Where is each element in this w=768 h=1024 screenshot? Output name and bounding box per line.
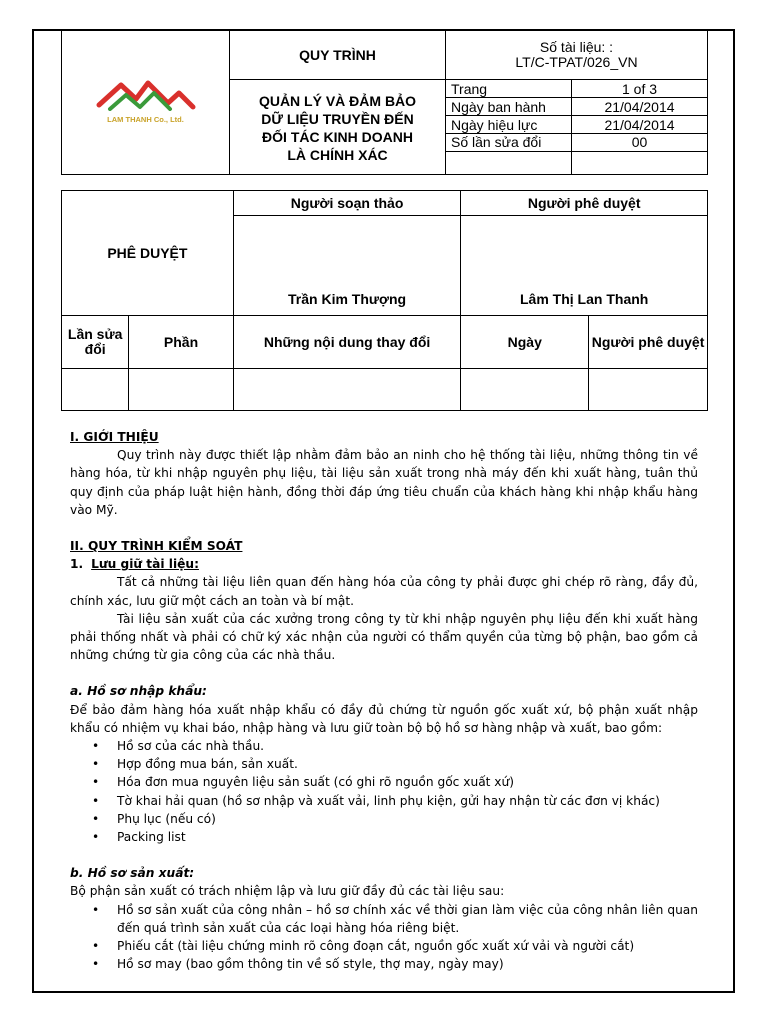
numbered-heading [70,555,698,573]
doc-number-cell [446,30,708,80]
doc-title-line: QUẢN LÝ VÀ ĐẢM BẢO [258,93,417,109]
item-number: 1. [70,557,84,572]
list-item: • Hồ sơ may (bao gồm thông tin về số style, thợ may, ngày may) [70,955,698,973]
list-item: • Packing list [70,828,698,846]
paragraph: Quy trình này được thiết lập nhằm đảm bảo an ninh cho hệ thống tài liệu, những thông tin về hàng hóa, từ khi nhập nguyên phụ liệu, tài liệu sản xuất trong nhà máy đến khi xuất hàng, tuân thủ quy định của pháp luật hiện hành, đồng thời đáp ứng tiêu chuẩn của khách hàng khi nhập khẩu hàng vào Mỹ. [70,448,698,517]
paragraph: Tất cả những tài liệu liên quan đến hàng hóa của công ty phải được ghi chép rõ ràng, đầy đủ, chính xác, lưu giữ một cách an toàn và bí mật. [70,575,698,608]
approver-name: Lâm Thị Lan Thanh [461,291,708,316]
drafter-header: Người soạn thảo [233,191,461,216]
doc-title [230,80,446,175]
paragraph: Bộ phận sản xuất có trách nhiệm lập và lưu giữ đầy đủ các tài liệu sau: [70,884,505,899]
col-approver: Người phê duyệt [589,316,708,369]
col-changes: Những nội dung thay đổi [233,316,461,369]
effective-date: 21/04/2014 [572,116,708,134]
doc-number: LT/C-TPAT/026_VN [515,53,638,70]
doc-title-line: DỮ LIỆU TRUYỀN ĐẾN [261,111,414,127]
effective-date-label: Ngày hiệu lực [446,116,572,134]
list-item: • Hồ sơ của các nhà thầu. [70,737,698,755]
logo-cell [62,30,230,175]
item-title: Lưu giữ tài liệu: [91,557,199,572]
list-item: • Hợp đồng mua bán, sản xuất. [70,755,698,773]
approval-table [61,190,708,411]
document-body [70,428,698,973]
company-name: LAM THANH Co., Ltd. [107,115,184,124]
empty-cell [572,152,708,175]
col-date: Ngày [461,316,589,369]
empty-cell [589,369,708,411]
bullet-list [70,737,698,846]
approver-signature-area [461,216,708,292]
doc-type: QUY TRÌNH [230,30,446,80]
list-item: • Hóa đơn mua nguyên liệu sản suất (có ghi rõ nguồn gốc xuất xứ) [70,773,698,791]
subsection-heading: b. Hồ sơ sản xuất: [70,866,195,881]
drafter-signature-area [233,216,461,292]
issue-date-label: Ngày ban hành [446,98,572,116]
col-section: Phần [129,316,233,369]
list-item: • Tờ khai hải quan (hồ sơ nhập và xuất vải, linh phụ kiện, gửi hay nhận từ các đơn vị khác) [70,792,698,810]
page-value: 1 of 3 [572,80,708,98]
bullet-list [70,901,698,974]
approver-header: Người phê duyệt [461,191,708,216]
empty-cell [446,152,572,175]
paragraph: Tài liệu sản xuất của các xưởng trong công ty từ khi nhập nguyên phụ liệu đến khi xuất hàng phải thống nhất và phải có chữ ký xác nhận của người có thẩm quyền của từng bộ phận, bao gồm cả những chứng từ gia công của các nhà thầu. [70,611,698,663]
doc-number-label: Số tài liệu: : [539,38,614,55]
col-revision: Lần sửa đổi [62,316,129,369]
empty-cell [129,369,233,411]
document-header-table [61,29,708,175]
drafter-name: Trần Kim Thượng [233,291,461,316]
empty-cell [233,369,461,411]
page-label: Trang [446,80,572,98]
list-item: • Phiếu cắt (tài liệu chứng minh rõ công đoạn cắt, nguồn gốc xuất xứ vải và người cắt) [70,937,698,955]
revision-label: Số lần sửa đổi [446,134,572,152]
empty-cell [62,369,129,411]
issue-date: 21/04/2014 [572,98,708,116]
list-item: • Hồ sơ sản xuất của công nhân – hồ sơ chính xác về thời gian làm việc của công nhân liên quan đến quá trình sản xuất của các loại hàng hóa riêng biệt. [70,901,698,937]
subsection-heading: a. Hồ sơ nhập khẩu: [70,684,207,699]
section-heading: II. QUY TRÌNH KIỂM SOÁT [70,539,243,554]
empty-cell [461,369,589,411]
doc-title-line: LÀ CHÍNH XÁC [287,147,388,163]
doc-title-line: ĐỐI TÁC KINH DOANH [262,129,413,145]
paragraph: Để bảo đảm hàng hóa xuất nhập khẩu có đầy đủ chứng từ nguồn gốc xuất xứ, bộ phận xuất nhập khẩu có nhiệm vụ khai báo, nhập hàng và lưu giữ toàn bộ bộ hồ sơ hàng nhập và xuất, bao gồm: [70,702,698,735]
section-heading: I. GIỚI THIỆU [70,430,159,444]
approval-label: PHÊ DUYỆT [62,191,234,316]
list-item: • Phụ lục (nếu có) [70,810,698,828]
company-logo [91,79,201,124]
mountain-logo-icon [96,79,196,111]
revision-value: 00 [572,134,708,152]
